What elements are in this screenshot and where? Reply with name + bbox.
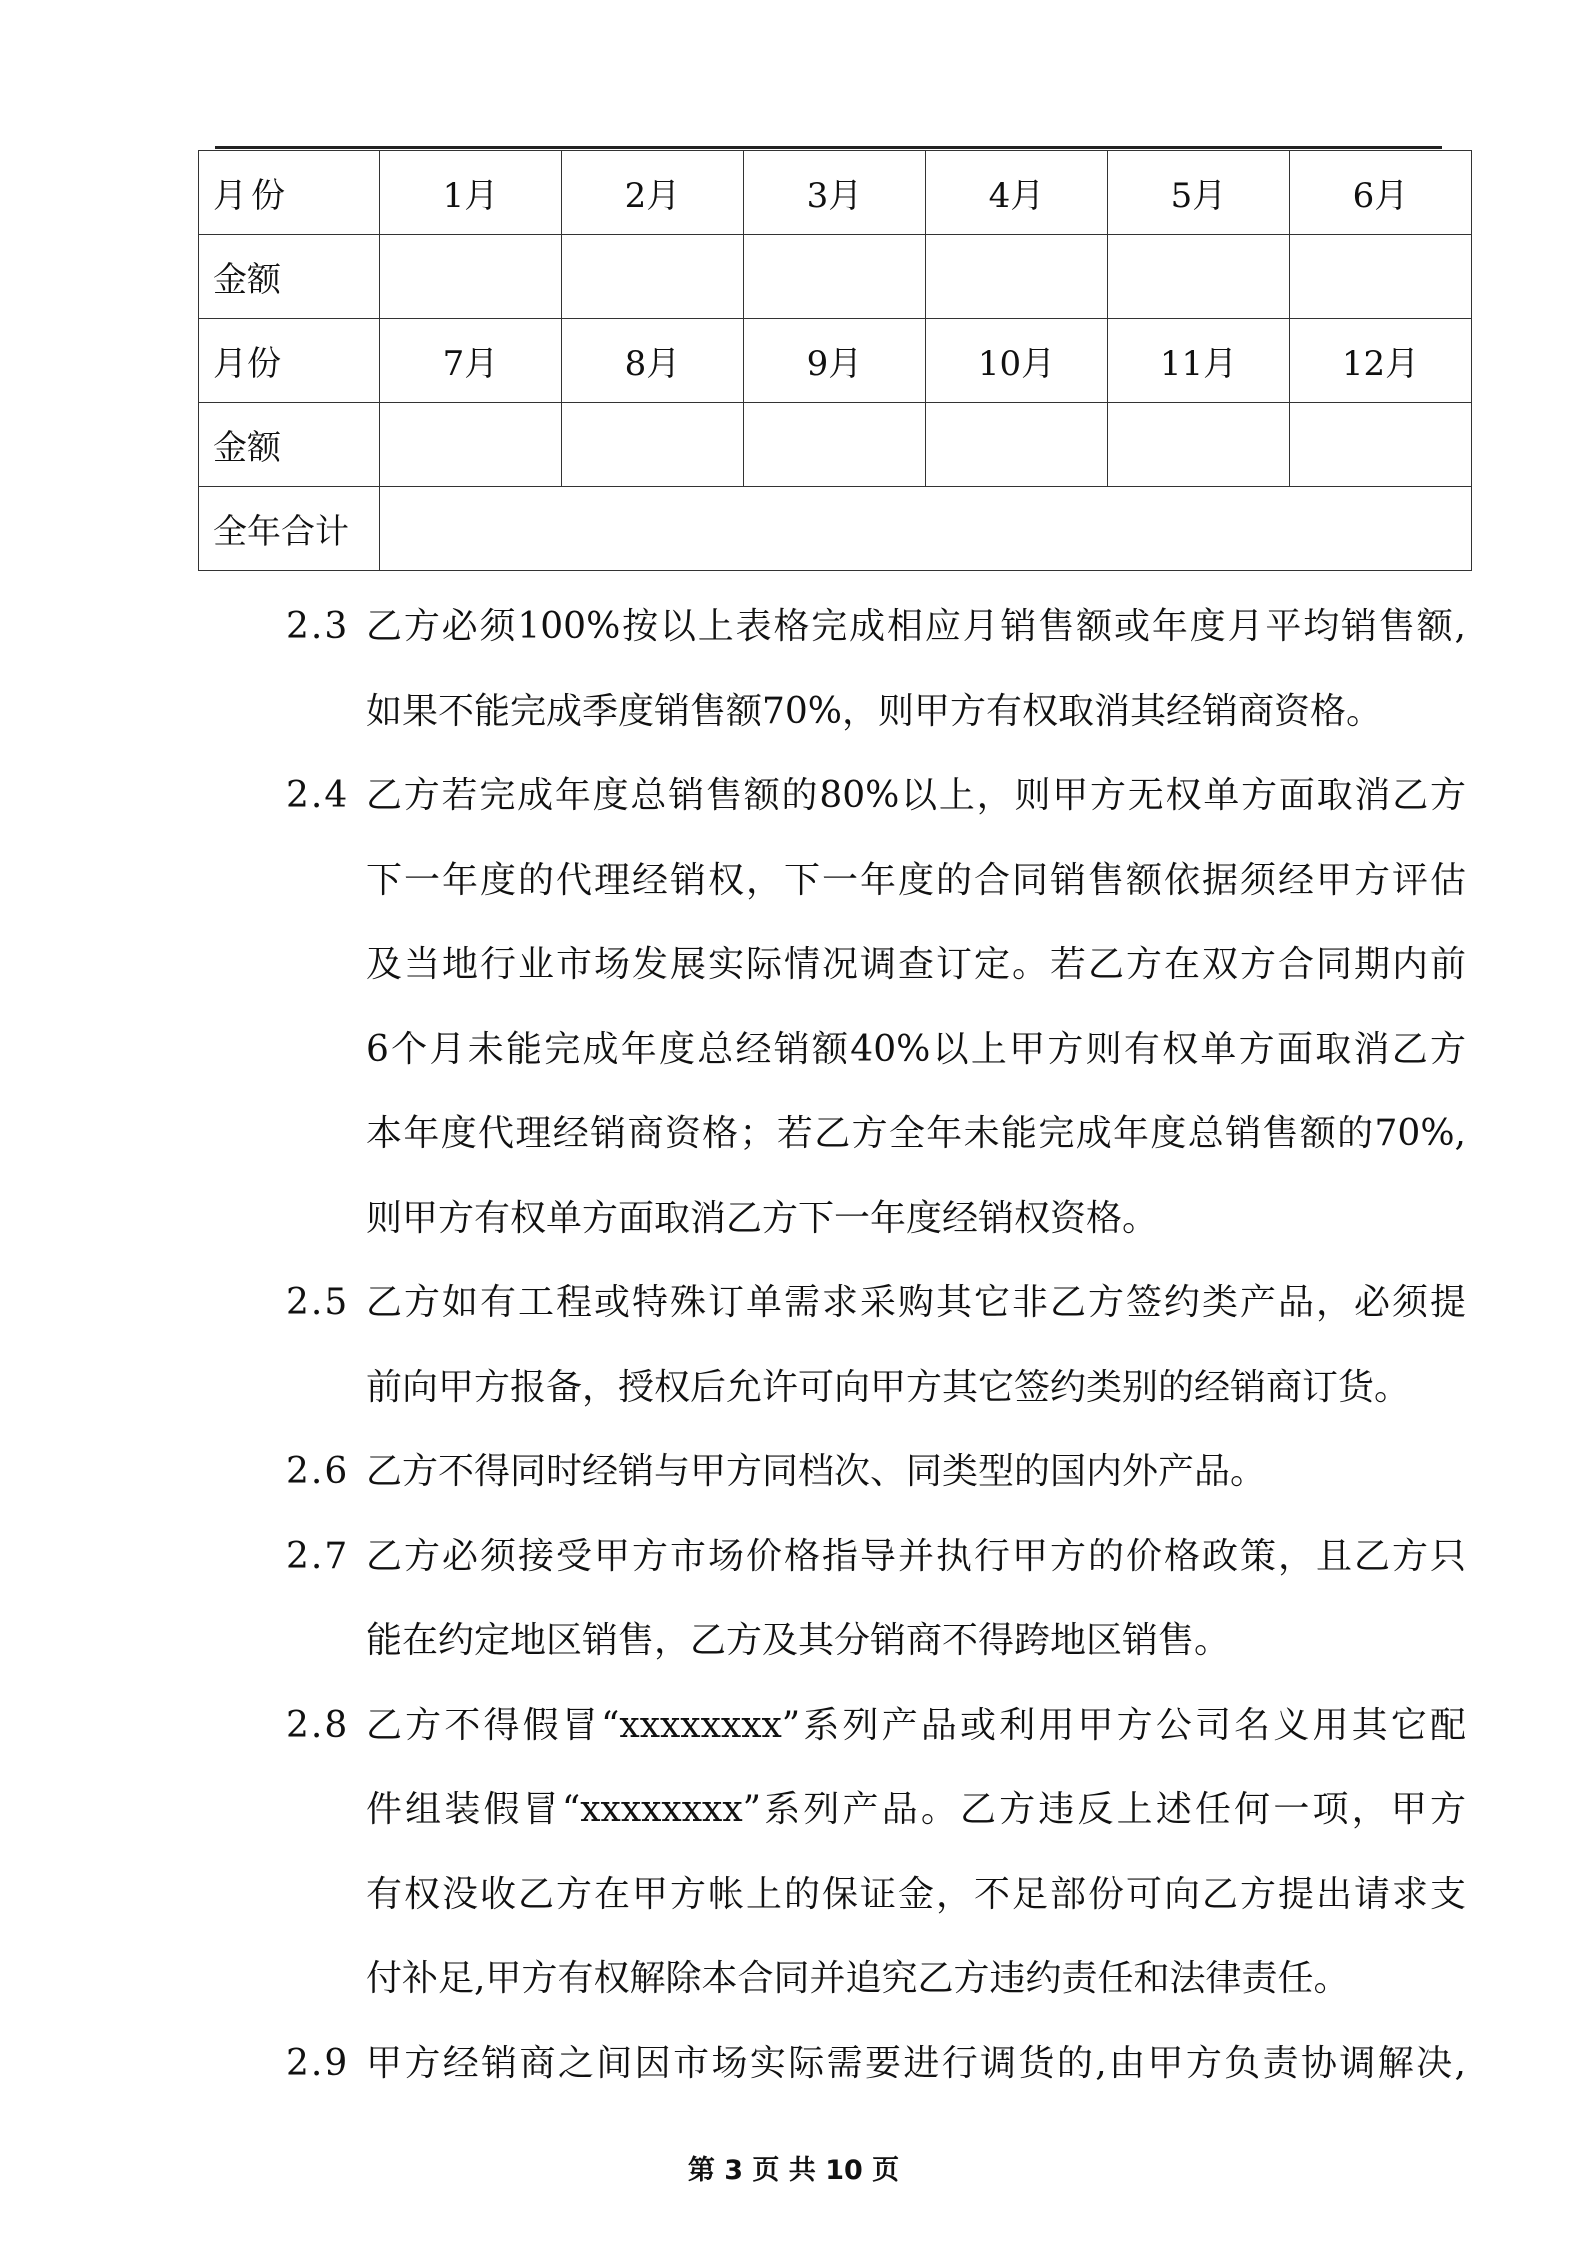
clause-2-6 — [286, 1430, 1466, 1515]
clause-line: 乙方必须100%按以上表格完成相应月销售额或年度月平均销售额, — [366, 606, 1466, 647]
month-cell: 6月 — [1290, 151, 1472, 235]
amount-cell — [1290, 403, 1472, 487]
clause-line: 甲方经销商之间因市场实际需要进行调货的,由甲方负责协调解决, — [366, 2042, 1466, 2084]
amount-cell — [744, 403, 926, 487]
contract-clauses — [286, 585, 1466, 2106]
amount-cell — [744, 235, 926, 319]
clause-2-8 — [286, 1684, 1466, 2022]
row-label-amount: 金额 — [199, 403, 380, 487]
clause-body — [350, 1261, 1466, 1430]
month-cell: 9月 — [744, 319, 926, 403]
header-rule — [215, 146, 1442, 149]
clause-2-7 — [286, 1515, 1466, 1684]
clause-2-4 — [286, 754, 1466, 1261]
row-label-month: 月份 — [199, 319, 380, 403]
month-cell: 3月 — [744, 151, 926, 235]
clause-number: 2.4 — [286, 775, 350, 816]
clause-2-3 — [286, 585, 1466, 754]
amount-cell — [1290, 235, 1472, 319]
clause-number: 2.3 — [286, 606, 350, 647]
clause-line: 及当地行业市场发展实际情况调查订定。若乙方在双方合同期内前 — [366, 944, 1466, 985]
table-row — [199, 403, 1472, 487]
month-cell: 1月 — [380, 151, 562, 235]
clause-number: 2.5 — [286, 1282, 350, 1323]
month-cell: 4月 — [926, 151, 1108, 235]
amount-cell — [562, 235, 744, 319]
table-row — [199, 487, 1472, 571]
clause-line: 本年度代理经销商资格；若乙方全年未能完成年度总销售额的70%, — [366, 1113, 1466, 1154]
clause-line: 能在约定地区销售，乙方及其分销商不得跨地区销售。 — [366, 1620, 1231, 1661]
clause-number: 2.9 — [286, 2042, 350, 2084]
clause-line: 下一年度的代理经销权，下一年度的合同销售额依据须经甲方评估 — [366, 859, 1466, 901]
amount-cell — [380, 403, 562, 487]
clause-number: 2.7 — [286, 1535, 350, 1577]
month-cell: 7月 — [380, 319, 562, 403]
amount-cell — [1108, 235, 1290, 319]
clause-body — [366, 1430, 1466, 1515]
amount-cell — [380, 235, 562, 319]
clause-line: 件组装假冒“xxxxxxxx”系列产品。乙方违反上述任何一项，甲方 — [366, 1789, 1466, 1830]
table-row — [199, 319, 1472, 403]
amount-cell — [562, 403, 744, 487]
clause-line: 前向甲方报备，授权后允许可向甲方其它签约类别的经销商订货。 — [366, 1366, 1411, 1408]
clause-body — [366, 1515, 1466, 1684]
clause-line: 如果不能完成季度销售额70%，则甲方有权取消其经销商资格。 — [366, 690, 1383, 732]
clause-body — [366, 2022, 1466, 2107]
amount-cell — [926, 403, 1108, 487]
clause-line: 乙方必须接受甲方市场价格指导并执行甲方的价格政策，且乙方只 — [366, 1535, 1466, 1577]
clause-line: 有权没收乙方在甲方帐上的保证金，不足部份可向乙方提出请求支 — [366, 1873, 1466, 1915]
row-label-month: 月份 — [199, 151, 380, 235]
table-row — [199, 235, 1472, 319]
clause-number: 2.6 — [286, 1451, 350, 1492]
clause-line: 则甲方有权单方面取消乙方下一年度经销权资格。 — [366, 1197, 1159, 1239]
clause-line: 乙方若完成年度总销售额的80%以上，则甲方无权单方面取消乙方 — [366, 775, 1466, 816]
month-cell: 12月 — [1290, 319, 1472, 403]
clause-2-5 — [286, 1261, 1466, 1430]
clause-line: 付补足,甲方有权解除本合同并追究乙方违约责任和法律责任。 — [366, 1958, 1350, 1999]
clause-line: 乙方不得同时经销与甲方同档次、同类型的国内外产品。 — [366, 1451, 1267, 1492]
clause-body — [366, 754, 1466, 1261]
clause-body — [366, 585, 1466, 754]
page-number-footer: 第 3 页 共 10 页 — [687, 2155, 900, 2186]
amount-cell — [926, 235, 1108, 319]
clause-line: 乙方如有工程或特殊订单需求采购其它非乙方签约类产品，必须提 — [366, 1282, 1466, 1323]
monthly-sales-table — [198, 150, 1472, 571]
month-cell: 8月 — [562, 319, 744, 403]
clause-line: 6个月未能完成年度总经销额40%以上甲方则有权单方面取消乙方 — [366, 1028, 1466, 1070]
month-cell: 11月 — [1108, 319, 1290, 403]
clause-line: 乙方不得假冒“xxxxxxxx”系列产品或利用甲方公司名义用其它配 — [366, 1704, 1466, 1746]
row-label-annual-total: 全年合计 — [199, 487, 380, 571]
month-cell: 2月 — [562, 151, 744, 235]
clause-2-9 — [286, 2022, 1466, 2107]
amount-cell — [1108, 403, 1290, 487]
annual-total-cell — [380, 487, 1472, 571]
table-row — [199, 151, 1472, 235]
month-cell: 5月 — [1108, 151, 1290, 235]
row-label-amount: 金额 — [199, 235, 380, 319]
clause-body — [366, 1684, 1466, 2022]
month-cell: 10月 — [926, 319, 1108, 403]
clause-number: 2.8 — [286, 1704, 350, 1746]
